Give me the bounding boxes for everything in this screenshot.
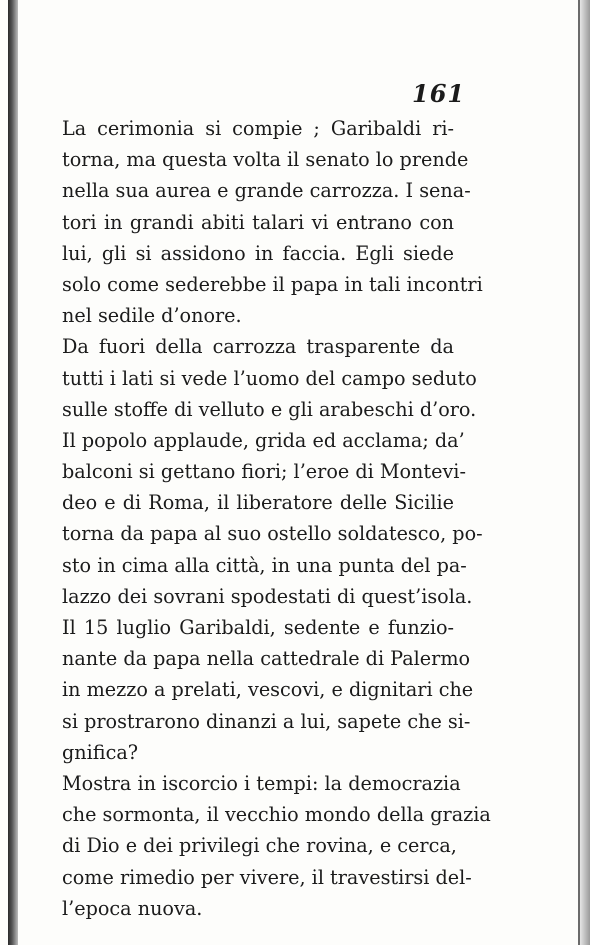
text-line: lazzo dei sovrani spodestati di quest’isola.: [62, 584, 473, 608]
text-line: che sormonta, il vecchio mondo della grazia: [62, 803, 491, 827]
binding-spine: [8, 0, 18, 945]
text-line: solo come sederebbe il papa in tali incontri: [62, 272, 483, 296]
page-right-edge: [580, 0, 590, 945]
text-line: si prostrarono dinanzi a lui, sapete che si-: [62, 709, 471, 733]
text-line: Mostra in iscorcio i tempi: la democrazia: [62, 771, 461, 795]
text-line: sulle stoffe di velluto e gli arabeschi d’oro.: [62, 397, 477, 421]
text-line: balconi si gettano fiori; l’eroe di Montevi-: [62, 460, 466, 484]
text-line: come rimedio per vivere, il travestirsi del-: [62, 865, 472, 889]
body-text: [62, 113, 491, 924]
text-line: Il popolo applaude, grida ed acclama; da’: [62, 428, 465, 452]
text-line: La cerimonia si compie ; Garibaldi ri-: [62, 117, 454, 140]
text-line: nella sua aurea e grande carrozza. I sena-: [62, 179, 471, 203]
text-line: tutti i lati si vede l’uomo del campo seduto: [62, 366, 477, 390]
text-line: torna da papa al suo ostello soldatesco, po-: [62, 522, 483, 546]
page-edge-line: [578, 0, 580, 945]
text-line: in mezzo a prelati, vescovi, e dignitari che: [62, 678, 474, 702]
text-line: Da fuori della carrozza trasparente da: [62, 335, 454, 359]
text-line: torna, ma questa volta il senato lo prende: [62, 148, 469, 172]
text-line: di Dio e dei privilegi che rovina, e cerca,: [62, 834, 457, 858]
text-line: deo e di Roma, il liberatore delle Sicilie: [62, 491, 454, 515]
text-line: lui, gli si assidono in faccia. Egli siede: [62, 241, 454, 265]
text-line: sto in cima alla città, in una punta del pa-: [62, 553, 467, 577]
text-line: Il 15 luglio Garibaldi, sedente e funzio-: [62, 616, 454, 639]
text-line: nel sedile d’onore.: [62, 304, 242, 328]
text-line: tori in grandi abiti talari vi entrano con: [62, 210, 454, 234]
text-line: l’epoca nuova.: [62, 896, 203, 920]
text-line: nante da papa nella cattedrale di Palermo: [62, 647, 471, 671]
page-number: 161: [412, 79, 466, 108]
text-line: gnifica?: [62, 740, 139, 764]
